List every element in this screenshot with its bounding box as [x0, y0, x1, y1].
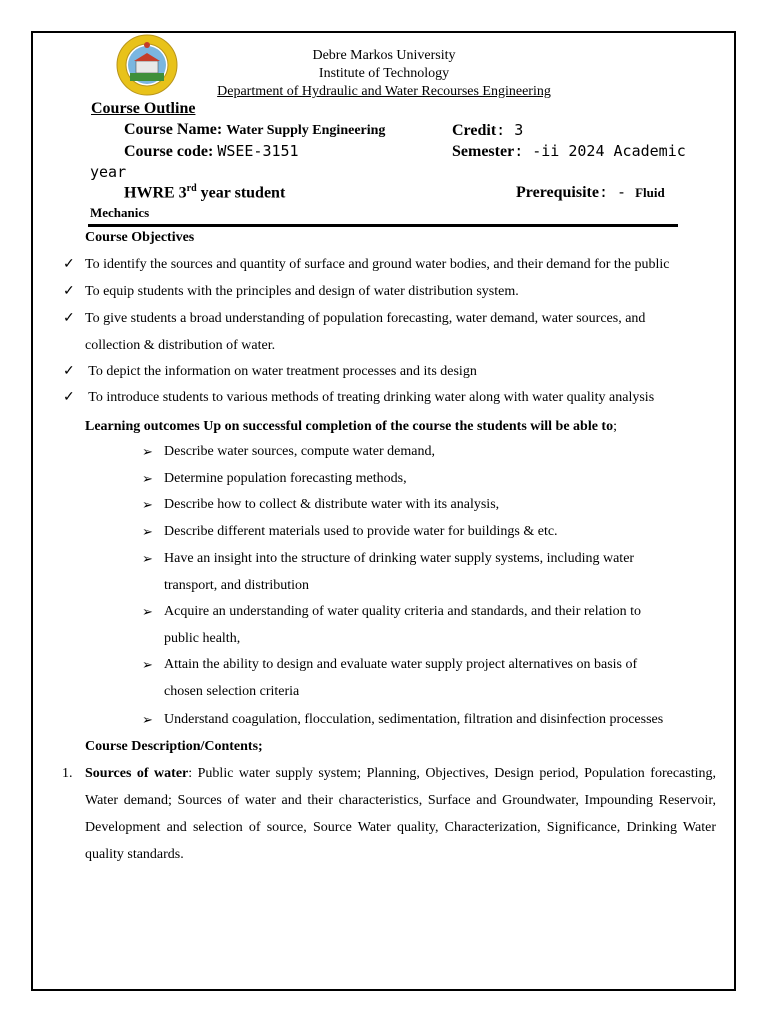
outcome-item-continuation: chosen selection criteria [164, 684, 300, 699]
prerequisite-value: Fluid [635, 185, 665, 200]
objective-item: To equip students with the principles and design of water distribution system. [85, 284, 519, 299]
outcome-item: Describe water sources, compute water demand, [164, 444, 435, 459]
course-outline-title: Course Outline [91, 100, 196, 117]
department-name: Department of Hydraulic and Water Recourses Engineering [217, 84, 551, 99]
outcome-item: Understand coagulation, flocculation, sedimentation, filtration and disinfection processes [164, 712, 664, 727]
check-icon: ✓ [63, 364, 75, 379]
course-name-row [124, 121, 385, 139]
arrow-bullet-icon: ➢ [142, 551, 153, 566]
objective-item: To introduce students to various methods of treating drinking water along with water quality analysis [85, 390, 655, 405]
outcome-item: Describe different materials used to provide water for buildings & etc. [164, 524, 558, 539]
contents-title: Course Description/Contents; [85, 739, 263, 754]
student-year-prefix: HWRE 3 [124, 184, 187, 202]
course-name-label: Course Name: [124, 121, 223, 138]
course-name-value: Water Supply Engineering [226, 123, 386, 138]
outcome-item: Have an insight into the structure of drinking water supply systems, including water [164, 551, 635, 566]
outcome-item: Describe how to collect & distribute water with its analysis, [164, 497, 500, 512]
check-icon: ✓ [63, 284, 75, 299]
header-divider [88, 224, 678, 227]
student-year-row [124, 183, 285, 202]
content-item-paragraph [85, 760, 716, 868]
prerequisite-separator: : - [598, 183, 636, 201]
course-code-label: Course code: [124, 143, 214, 160]
arrow-bullet-icon: ➢ [142, 524, 153, 539]
prerequisite-continuation: Mechanics [90, 205, 150, 220]
credit-row [452, 121, 523, 140]
semester-continuation: year [90, 163, 127, 181]
content-item-text: : Public water supply system; Planning, Objectives, Design period, Population forecasting, Water demand; Sources of water and their characteristics, Surface and Groundwater, Impounding Reservoir, Development and selection of source, Source Water quality, Characterization, Significance, Drinking Water quality standards. [85, 766, 716, 862]
outcome-item: Determine population forecasting methods, [164, 471, 407, 486]
check-icon: ✓ [63, 257, 75, 272]
objective-item: To depict the information on water treatment processes and its design [85, 364, 477, 379]
student-year-suffix: year student [196, 184, 286, 202]
outcome-item-continuation: transport, and distribution [164, 578, 310, 593]
outcome-item: Acquire an understanding of water quality criteria and standards, and their relation to [164, 604, 641, 619]
prerequisite-label: Prerequisite [516, 184, 599, 201]
credit-label: Credit [452, 122, 497, 139]
student-year-sup: rd [186, 183, 197, 194]
outcomes-title-end: ; [613, 419, 617, 434]
arrow-bullet-icon: ➢ [142, 444, 153, 459]
objective-item: To identify the sources and quantity of surface and ground water bodies, and their demand for the public [85, 257, 670, 272]
institute-name: Institute of Technology [318, 66, 450, 81]
prerequisite-row [516, 183, 665, 202]
arrow-bullet-icon: ➢ [142, 471, 153, 486]
credit-value: : 3 [496, 121, 524, 139]
semester-label: Semester [452, 143, 515, 160]
semester-row [452, 142, 686, 161]
arrow-bullet-icon: ➢ [142, 604, 153, 619]
arrow-bullet-icon: ➢ [142, 657, 153, 672]
objectives-title: Course Objectives [85, 230, 195, 245]
university-name: Debre Markos University [312, 48, 456, 63]
course-code-row [124, 142, 299, 161]
content-item-heading: Sources of water [85, 766, 189, 781]
outcome-item: Attain the ability to design and evaluate water supply project alternatives on basis of [164, 657, 638, 672]
arrow-bullet-icon: ➢ [142, 497, 153, 512]
outcome-item-continuation: public health, [164, 631, 241, 646]
outcomes-title-row [85, 417, 617, 435]
arrow-bullet-icon: ➢ [142, 712, 153, 727]
objective-item-continuation: collection & distribution of water. [85, 338, 276, 353]
course-code-value: WSEE-3151 [217, 142, 299, 160]
content-item-number: 1. [62, 766, 73, 781]
outcomes-title: Learning outcomes Up on successful completion of the course the students will be able to [85, 419, 614, 434]
check-icon: ✓ [63, 390, 75, 405]
objective-item: To give students a broad understanding of population forecasting, water demand, water sources, and [85, 311, 646, 326]
semester-value: : -ii 2024 Academic [514, 142, 686, 160]
check-icon: ✓ [63, 311, 75, 326]
